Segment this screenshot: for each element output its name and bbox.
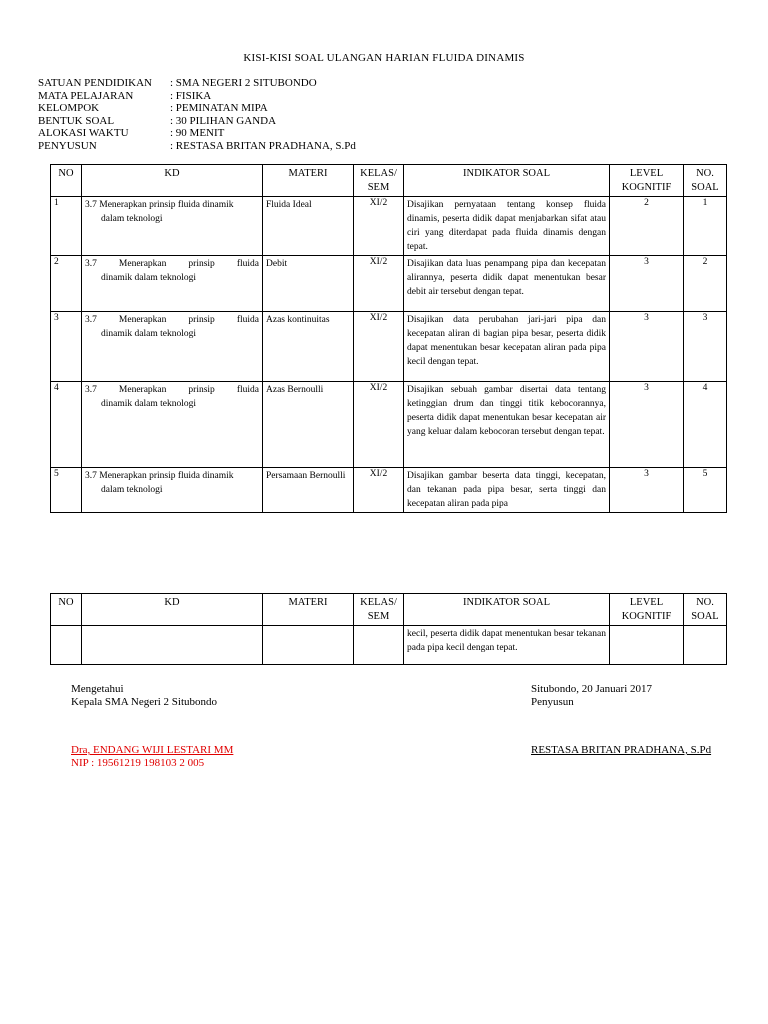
meta-row-satuan	[38, 77, 356, 90]
cell-materi: Azas kontinuitas	[263, 312, 354, 382]
meta-label: KELOMPOK	[38, 102, 100, 114]
cell-kelas: XI/2	[354, 197, 404, 256]
signature-approver-block	[71, 683, 217, 708]
header-no-soal	[684, 165, 727, 197]
cell-indikator: Disajikan sebuah gambar disertai data tentang ketinggian drum dan tinggi titik kebocorannya, peserta didik dapat menentukan besar kecepatan air yang keluar dalam kebocoran tersebut dengan tepat.	[404, 382, 610, 468]
table-row	[51, 197, 727, 256]
header-no-soal-line2: SOAL	[691, 182, 719, 193]
cell-no-soal	[684, 626, 727, 665]
cell-level: 3	[610, 256, 684, 312]
cell-indikator: kecil, peserta didik dapat menentukan besar tekanan pada pipa kecil dengan tepat.	[404, 626, 610, 665]
header-no: NO	[51, 594, 82, 626]
cell-indikator: Disajikan data luas penampang pipa dan kecepatan alirannya, peserta didik dapat menentukan besar debit air tersebut dengan tepat.	[404, 256, 610, 312]
signature-author-block	[531, 683, 652, 708]
header-kelas-line1: KELAS/	[360, 168, 397, 179]
table-row	[51, 626, 727, 665]
cell-indikator: Disajikan pernyataan tentang konsep fluida dinamis, peserta didik dapat menjabarkan sifat atau ciri yang diterdapat pada fluida dinamis dengan tepat.	[404, 197, 610, 256]
place-date: Situbondo, 20 Januari 2017	[531, 683, 652, 695]
header-no-soal	[684, 594, 727, 626]
header-level	[610, 165, 684, 197]
cell-level	[610, 626, 684, 665]
cell-level: 3	[610, 468, 684, 513]
header-kd: KD	[82, 165, 263, 197]
cell-materi: Debit	[263, 256, 354, 312]
meta-label: SATUAN PENDIDIKAN	[38, 77, 152, 89]
header-kelas-line2: SEM	[367, 182, 390, 193]
header-indikator: INDIKATOR SOAL	[404, 165, 610, 197]
cell-kelas	[354, 626, 404, 665]
cell-kd-line1: 3.7 Menerapkan prinsip fluida dinamik	[85, 471, 234, 481]
cell-no: 4	[51, 382, 82, 468]
author-caption: Penyusun	[531, 695, 574, 708]
meta-label: BENTUK SOAL	[38, 114, 115, 127]
cell-no-soal: 3	[684, 312, 727, 382]
meta-value: : RESTASA BRITAN PRADHANA, S.Pd	[170, 139, 356, 152]
cell-kd-line2: dinamik dalam teknologi	[101, 273, 196, 283]
meta-row-mapel	[38, 90, 356, 103]
document-title: KISI-KISI SOAL ULANGAN HARIAN FLUIDA DINAMIS	[243, 52, 525, 64]
header-kelas-line1: KELAS/	[360, 597, 397, 608]
meta-label: ALOKASI WAKTU	[38, 127, 129, 139]
cell-kd-line2: dinamik dalam teknologi	[101, 399, 196, 409]
cell-kd-line1: 3.7 Menerapkan prinsip fluida	[85, 259, 259, 269]
cell-kd	[82, 626, 263, 665]
header-level	[610, 594, 684, 626]
author-name: RESTASA BRITAN PRADHANA, S.Pd	[531, 744, 712, 756]
header-no: NO	[51, 165, 82, 197]
header-level-line2: KOGNITIF	[621, 182, 672, 193]
meta-value: : FISIKA	[170, 89, 212, 102]
table-row	[51, 312, 727, 382]
cell-kd-line2: dinamik dalam teknologi	[101, 329, 196, 339]
cell-kelas: XI/2	[354, 312, 404, 382]
meta-row-kelompok	[38, 102, 356, 115]
cell-level: 3	[610, 312, 684, 382]
cell-indikator: Disajikan gambar beserta data tinggi, kecepatan, dan tekanan pada pipa besar, serta tinggi dan kecepatan aliran pada pipa	[404, 468, 610, 513]
meta-label: MATA PELAJARAN	[38, 89, 134, 102]
header-materi: MATERI	[263, 165, 354, 197]
document-meta	[38, 77, 356, 152]
header-indikator: INDIKATOR SOAL	[404, 594, 610, 626]
cell-kd-line1: 3.7 Menerapkan prinsip fluida dinamik	[85, 200, 234, 210]
cell-level: 2	[610, 197, 684, 256]
table-header-row	[51, 594, 727, 626]
approver-caption: Mengetahui	[71, 683, 124, 695]
cell-kd	[82, 382, 263, 468]
approver-identity	[71, 744, 233, 769]
kisi-kisi-table	[50, 164, 727, 513]
header-kelas-line2: SEM	[367, 611, 390, 622]
cell-kd	[82, 312, 263, 382]
cell-kelas: XI/2	[354, 382, 404, 468]
header-no-soal-line2: SOAL	[691, 611, 719, 622]
table-row	[51, 382, 727, 468]
cell-no-soal: 5	[684, 468, 727, 513]
header-kelas	[354, 165, 404, 197]
meta-row-penyusun	[38, 140, 356, 153]
cell-indikator: Disajikan data perubahan jari-jari pipa dan kecepatan aliran di bagian pipa besar, peserta didik dapat menentukan besar kecepatan aliran pada pipa kecil dengan tepat.	[404, 312, 610, 382]
header-kd: KD	[82, 594, 263, 626]
approver-nip: NIP : 19561219 198103 2 005	[71, 756, 205, 769]
cell-kd	[82, 256, 263, 312]
kisi-kisi-table-continued	[50, 593, 727, 665]
header-no-soal-line1: NO.	[696, 168, 714, 179]
cell-no-soal: 2	[684, 256, 727, 312]
cell-kelas: XI/2	[354, 256, 404, 312]
header-no-soal-line1: NO.	[696, 597, 714, 608]
table-row	[51, 256, 727, 312]
cell-no: 5	[51, 468, 82, 513]
meta-value: : SMA NEGERI 2 SITUBONDO	[170, 77, 317, 89]
approver-name: Dra, ENDANG WIJI LESTARI MM	[71, 744, 234, 756]
meta-value: : PEMINATAN MIPA	[170, 102, 268, 114]
header-level-line2: KOGNITIF	[621, 611, 672, 622]
cell-kd	[82, 197, 263, 256]
meta-value: : 90 MENIT	[170, 127, 225, 139]
cell-kd-line2: dalam teknologi	[101, 214, 163, 224]
cell-no	[51, 626, 82, 665]
cell-materi	[263, 626, 354, 665]
table-row	[51, 468, 727, 513]
cell-kd-line2: dalam teknologi	[101, 485, 163, 495]
meta-label: PENYUSUN	[38, 139, 97, 152]
meta-row-bentuk	[38, 115, 356, 128]
cell-kd-line1: 3.7 Menerapkan prinsip fluida	[85, 385, 259, 395]
header-kelas	[354, 594, 404, 626]
cell-no: 2	[51, 256, 82, 312]
header-level-line1: LEVEL	[629, 597, 664, 608]
cell-no-soal: 4	[684, 382, 727, 468]
cell-no: 3	[51, 312, 82, 382]
cell-kelas: XI/2	[354, 468, 404, 513]
cell-no-soal: 1	[684, 197, 727, 256]
cell-materi: Azas Bernoulli	[263, 382, 354, 468]
cell-kd-line1: 3.7 Menerapkan prinsip fluida	[85, 315, 259, 325]
cell-level: 3	[610, 382, 684, 468]
meta-row-alokasi	[38, 127, 356, 140]
header-level-line1: LEVEL	[629, 168, 664, 179]
approver-title: Kepala SMA Negeri 2 Situbondo	[71, 695, 218, 708]
cell-materi: Persamaan Bernoulli	[263, 468, 354, 513]
cell-no: 1	[51, 197, 82, 256]
table-header-row	[51, 165, 727, 197]
header-materi: MATERI	[263, 594, 354, 626]
meta-value: : 30 PILIHAN GANDA	[170, 114, 277, 127]
cell-kd	[82, 468, 263, 513]
cell-materi: Fluida Ideal	[263, 197, 354, 256]
